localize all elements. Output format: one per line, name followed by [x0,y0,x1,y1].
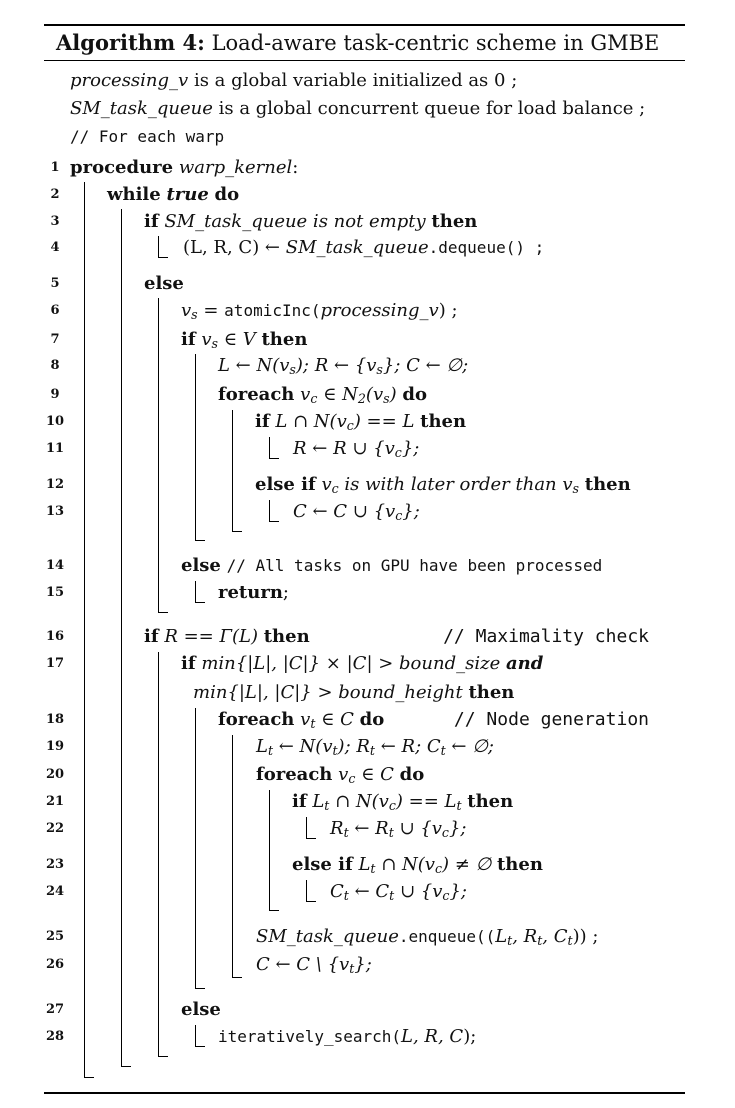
line-number: 8 [50,358,60,373]
caption-label: Algorithm 4: [56,30,205,55]
code-line-28: iteratively_search(L, R, C); [218,1026,477,1047]
block-bar-end [195,988,205,989]
line-number: 2 [50,187,60,202]
code-line-2: while true do [107,184,240,205]
line-number: 26 [45,957,65,972]
block-bar-end [269,521,279,522]
line-number: 7 [50,332,60,347]
line-number: 9 [50,387,60,402]
block-bar-end [158,1056,168,1057]
code-line-12: else if $v_c$ is with later order than $v_s$ then [255,474,631,496]
block-bar [158,298,159,613]
block-bar-end [158,257,168,258]
code-line-21: if $L_t$ ∩ $N(v_c) == L_t$ then [292,791,514,813]
block-bar-end [195,602,205,603]
block-bar-end [306,901,316,902]
comment-maximality: // Maximality check [443,626,649,647]
line-number: 17 [45,656,65,671]
code-line-24: $C_t$ ← $C_t$ ∪ $\{v_c\}$; [330,881,467,903]
code-line-25: $SM\_task\_queue.enqueue((L_t$, $R_t$, $C_t$)) ; [256,926,599,948]
top-rule [44,24,685,26]
block-bar [195,1025,196,1047]
code-line-19: $L_t$ ← $N(v_t)$; $R_t$ ← R; $C_t$ ← ∅; [256,736,494,758]
code-line-13: C ← C ∪ $\{v_c\}$; [293,501,420,523]
code-line-9: foreach $v_c$ ∈ $N_2(v_s)$ do [218,384,427,406]
code-line-22: $R_t$ ← $R_t$ ∪ $\{v_c\}$; [330,818,467,840]
code-line-4: (L, R, C) ← SM_task_queue.dequeue() ; [183,237,545,258]
code-line-6: $v_s$ = atomicInc(processing_v) ; [181,300,458,322]
code-line-3: if SM_task_queue is not empty then [144,211,478,232]
block-bar [158,652,159,1057]
line-number: 13 [45,504,65,519]
line-number: 22 [45,821,65,836]
block-bar [269,437,270,459]
block-bar [84,182,85,1078]
comment-node-generation: // Node generation [453,709,649,730]
line-number: 18 [45,712,65,727]
line-number: 19 [45,739,65,754]
code-line-14: else // All tasks on GPU have been processed [181,555,603,576]
code-line-8: L ← $N(v_s)$; R ← $\{v_s\}$; C ← ∅; [218,355,469,377]
code-line-18: foreach $v_t$ ∈ C do [218,709,385,731]
code-line-1: procedure warp_kernel: [70,157,299,178]
line-number: 3 [50,214,60,229]
code-line-5: else [144,273,184,294]
line-number: 25 [45,929,65,944]
block-bar [306,880,307,902]
code-line-15: return; [218,582,289,603]
line-number: 20 [45,767,65,782]
code-line-17: if min{|L|, |C|} × |C| > bound_size and [181,653,544,674]
block-bar-end [158,612,168,613]
line-number: 15 [45,585,65,600]
code-line-20: foreach $v_c$ ∈ C do [256,764,425,786]
code-line-17-cont: min{|L|, |C|} > bound_height then [193,682,515,703]
bottom-rule [44,1092,685,1094]
line-number: 21 [45,794,65,809]
block-bar-end [195,1046,205,1047]
block-bar-end [84,1077,94,1078]
block-bar-end [269,458,279,459]
code-line-10: if L ∩ $N(v_c) == L$ then [255,411,467,433]
line-number: 1 [50,160,60,175]
block-bar-end [121,1066,131,1067]
block-bar [195,354,196,541]
code-line-16: if R == Γ(L) then [144,626,310,647]
line-number: 5 [50,276,60,291]
preamble-queue: SM_task_queue is a global concurrent queue for load balance ; [70,98,646,119]
line-number: 4 [50,240,60,255]
line-number: 28 [45,1029,65,1044]
line-number: 27 [45,1002,65,1017]
line-number: 16 [45,629,65,644]
code-line-27: else [181,999,221,1020]
block-bar [121,209,122,1067]
caption-rule [44,60,685,61]
line-number: 24 [45,884,65,899]
code-line-26: C ← C \ $\{v_t\}$; [256,954,372,976]
line-number: 14 [45,558,65,573]
line-number: 12 [45,477,65,492]
code-line-11: R ← R ∪ $\{v_c\}$; [293,438,420,460]
preamble-processing: processing_v is a global variable initialized as 0 ; [70,70,518,91]
block-bar [306,817,307,839]
code-line-7: if $v_s$ ∈ V then [181,329,308,351]
preamble-comment: // For each warp [70,127,225,146]
block-bar-end [232,531,242,532]
block-bar [269,790,270,911]
block-bar [195,708,196,989]
block-bar-end [195,540,205,541]
block-bar-end [269,910,279,911]
block-bar [232,735,233,978]
block-bar [195,581,196,603]
code-line-23: else if $L_t$ ∩ $N(v_c)$ ≠ ∅ then [292,854,543,876]
block-bar-end [232,977,242,978]
block-bar [158,236,159,258]
line-number: 11 [45,441,65,456]
caption-title: Load-aware task-centric scheme in GMBE [211,31,660,55]
block-bar [232,410,233,532]
block-bar-end [306,838,316,839]
line-number: 10 [45,414,65,429]
block-bar [269,500,270,522]
algorithm-caption [56,29,659,57]
line-number: 23 [45,857,65,872]
line-number: 6 [50,303,60,318]
